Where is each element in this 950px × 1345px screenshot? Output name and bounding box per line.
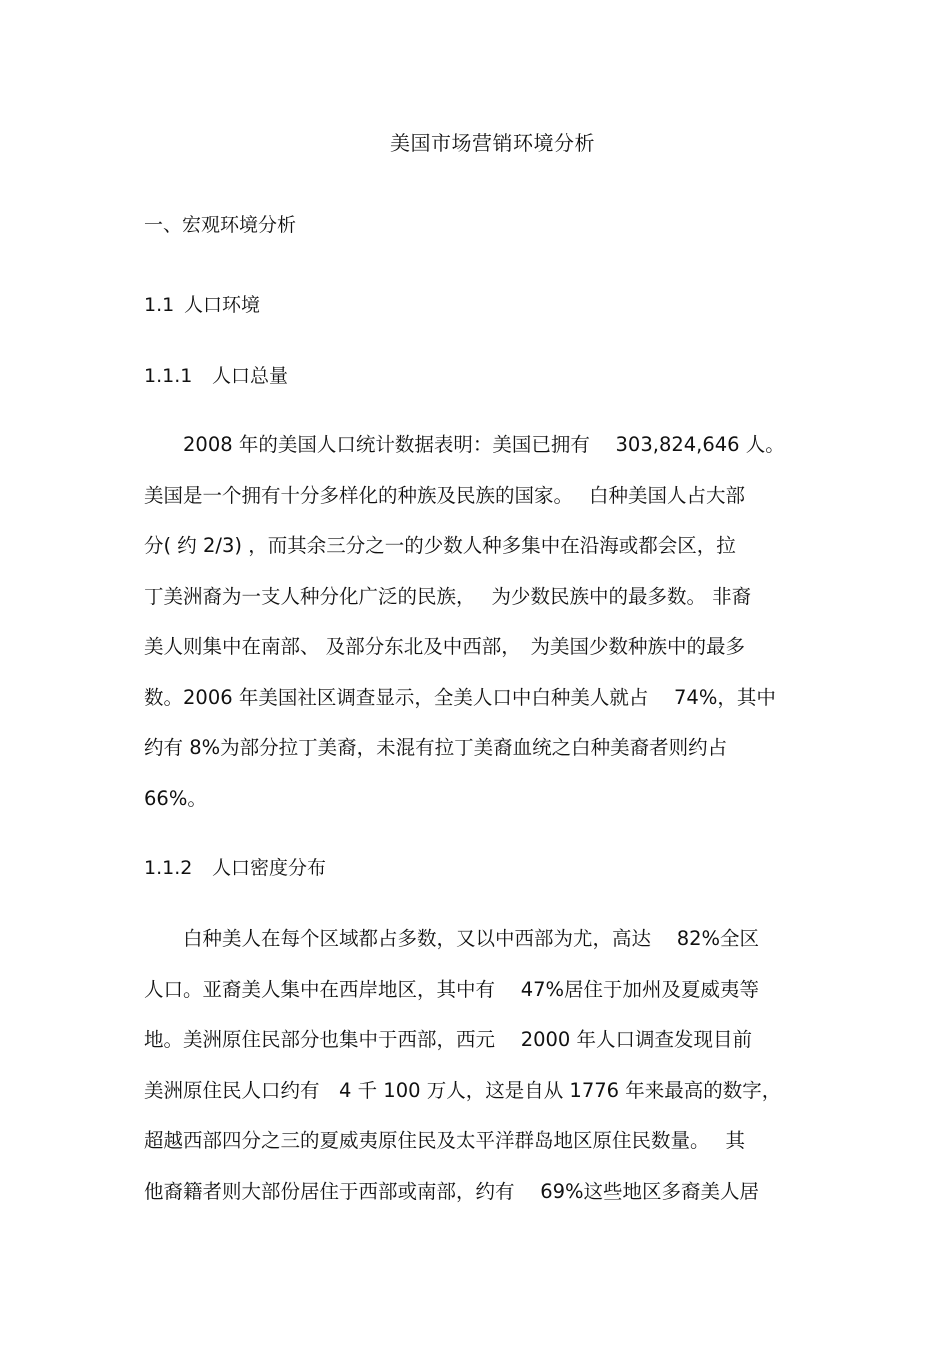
paragraph-line: 分( 约 2/3) ，而其余三分之一的少数人种多集中在沿海或都会区，拉 (144, 534, 736, 557)
section-number: 1.1 (144, 294, 175, 316)
paragraph-line: 白种美人在每个区域都占多数，又以中西部为尤，高达 82%全区 (144, 927, 760, 950)
paragraph-line: 人口。亚裔美人集中在西岸地区，其中有 47%居住于加州及夏威夷等 (144, 977, 760, 1001)
section-heading-population-environment (144, 291, 260, 319)
paragraph-line: 丁美洲裔为一支人种分化广泛的民族， 为少数民族中的最多数。 非裔 (144, 584, 752, 608)
paragraph-line: 数。2006 年美国社区调查显示，全美人口中白种美人就占 74%，其中 (144, 685, 776, 709)
document-title: 美国市场营销环境分析 (390, 131, 595, 155)
paragraph-line: 约有 8%为部分拉丁美裔，未混有拉丁美裔血统之白种美裔者则约占 (144, 736, 728, 759)
section-number: 1.1.2 (144, 857, 193, 879)
section-number: 1.1.1 (144, 365, 193, 387)
section-heading-population-density (144, 854, 326, 882)
paragraph-line: 2008 年的美国人口统计数据表明：美国已拥有 303,824,646 人。 (144, 433, 785, 456)
section-heading-macro-environment: 一、宏观环境分析 (144, 214, 297, 236)
section-title: 人口环境 (184, 294, 261, 316)
paragraph-line: 地。美洲原住民部分也集中于西部，西元 2000 年人口调查发现目前 (144, 1028, 753, 1051)
paragraph-line: 超越西部四分之三的夏威夷原住民及太平洋群岛地区原住民数量。 其 (144, 1129, 745, 1152)
paragraph-line: 他裔籍者则大部份居住于西部或南部，约有 69%这些地区多裔美人居 (144, 1179, 760, 1203)
paragraph-line: 美洲原住民人口约有 4 千 100 万人，这是自从 1776 年来最高的数字， (144, 1078, 782, 1102)
paragraph-line: 美国是一个拥有十分多样化的种族及民族的国家。 白种美国人占大部 (144, 483, 745, 507)
section-heading-total-population (144, 362, 288, 390)
paragraph-line: 美人则集中在南部、 及部分东北及中西部， 为美国少数种族中的最多 (144, 635, 745, 658)
section-title: 人口总量 (212, 365, 289, 387)
section-title: 人口密度分布 (212, 857, 327, 879)
paragraph-line: 66%。 (144, 786, 207, 810)
